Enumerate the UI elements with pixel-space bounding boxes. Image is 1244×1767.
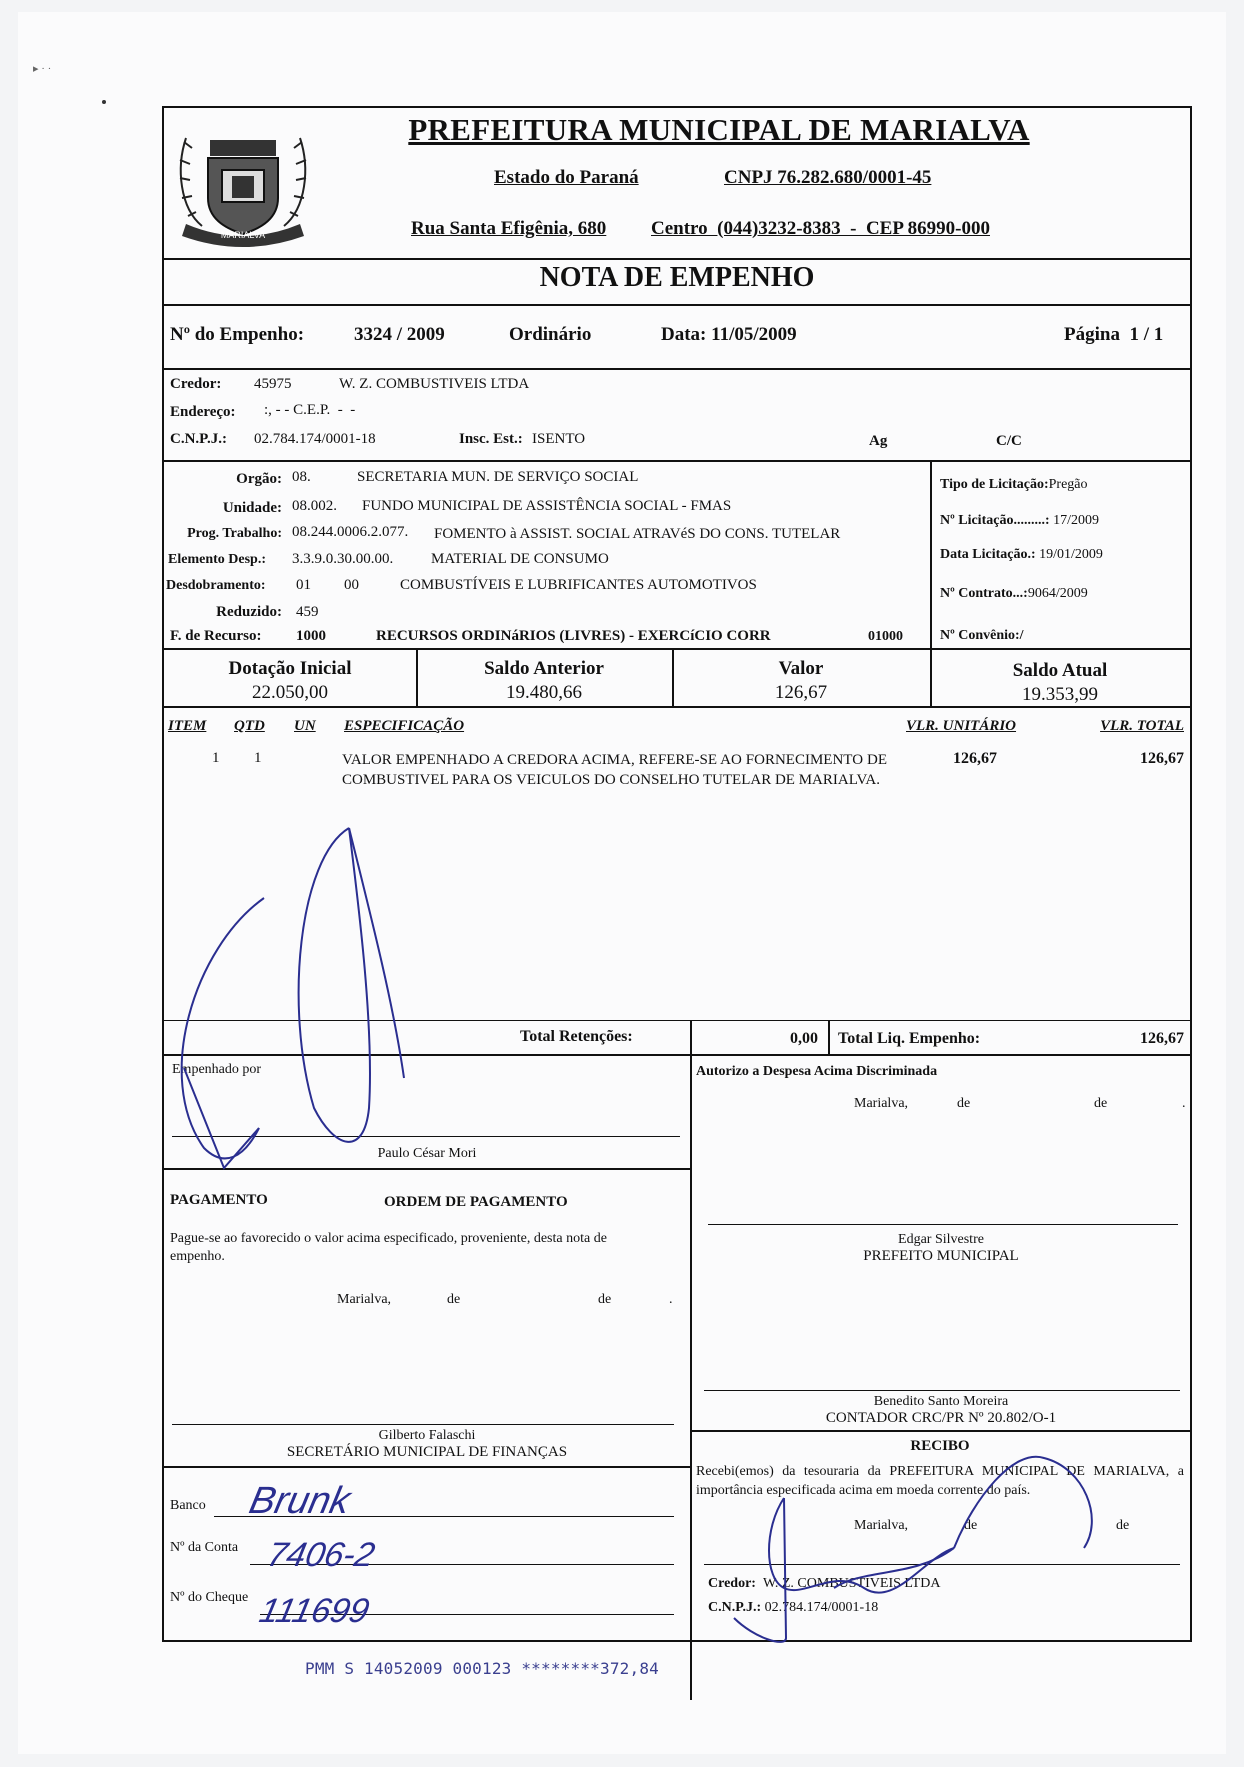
credor-code: 45975 xyxy=(254,376,292,392)
divider xyxy=(164,706,1190,708)
col-qtd: QTD xyxy=(234,718,265,734)
col-item: ITEM xyxy=(168,718,207,734)
prefeito-role: PREFEITO MUNICIPAL xyxy=(863,1248,1019,1264)
address-value: :, - - C.E.P. - - xyxy=(264,402,356,418)
divider xyxy=(164,1020,1190,1021)
recibo-place: Marialva, xyxy=(854,1518,909,1533)
street-address: Rua Santa Efigênia, 680 xyxy=(411,218,607,239)
desdobramento-a: 01 xyxy=(296,577,311,593)
prog-name: FOMENTO à ASSIST. SOCIAL ATRAVéS DO CONS. TUTELAR xyxy=(434,526,841,542)
divider xyxy=(828,1020,830,1054)
signature-line xyxy=(172,1424,674,1425)
col-total-value: VLR. TOTAL xyxy=(1100,718,1184,734)
divider xyxy=(164,304,1190,306)
contador-name: Benedito Santo Moreira xyxy=(873,1394,1009,1409)
scan-mark: ▸ · · xyxy=(33,63,52,75)
banco-handwriting: Brunk xyxy=(245,1480,354,1522)
banco-label: Banco xyxy=(170,1498,206,1513)
licitacao-data: Data Licitação.: 19/01/2009 xyxy=(940,547,1103,562)
scan-dot xyxy=(102,100,106,104)
signature-line xyxy=(704,1564,1180,1565)
dotacao-value: 22.050,00 xyxy=(252,682,328,703)
pagamento-text: Pague-se ao favorecido o valor acima especificado, proveniente, desta nota de empenho. xyxy=(170,1231,607,1264)
empenho-date: Data: 11/05/2009 xyxy=(661,324,797,345)
secretario-role: SECRETÁRIO MUNICIPAL DE FINANÇAS xyxy=(286,1444,568,1460)
liquido-label: Total Liq. Empenho: xyxy=(838,1030,981,1047)
state-name: Estado do Paraná xyxy=(494,167,639,188)
insc-label: Insc. Est.: xyxy=(459,431,523,447)
saldo-atual-value: 19.353,99 xyxy=(1022,684,1098,705)
elemento-name: MATERIAL DE CONSUMO xyxy=(431,551,609,567)
page-number: Página 1 / 1 xyxy=(1064,324,1164,345)
signature-paulo xyxy=(164,748,524,1268)
divider xyxy=(164,460,1190,462)
desdobramento-b: 00 xyxy=(344,577,359,593)
valor-value: 126,67 xyxy=(774,682,828,703)
item-unit-value: 126,67 xyxy=(953,750,997,767)
empenho-number: 3324 / 2009 xyxy=(354,324,445,345)
orgao-name: SECRETARIA MUN. DE SERVIÇO SOCIAL xyxy=(357,469,639,485)
ordem-pagamento-label: ORDEM DE PAGAMENTO xyxy=(384,1194,568,1210)
recibo-cnpj: C.N.P.J.: 02.784.174/0001-18 xyxy=(708,1600,879,1615)
saldo-anterior-value: 19.480,66 xyxy=(506,682,582,703)
divider xyxy=(164,258,1190,260)
autorizo-de2: de xyxy=(1094,1096,1108,1111)
convenio-numero: Nº Convênio:/ xyxy=(940,628,1024,643)
empenhado-label: Empenhado por xyxy=(172,1062,262,1077)
signature-line xyxy=(708,1224,1178,1225)
retencoes-value: 0,00 xyxy=(790,1030,818,1047)
pagamento-de1: de xyxy=(447,1292,461,1307)
prefeitura-cnpj: CNPJ 76.282.680/0001-45 xyxy=(724,167,932,188)
unidade-label: Unidade: xyxy=(222,500,282,516)
secretario-name: Gilberto Falaschi xyxy=(378,1428,476,1443)
valor-label: Valor xyxy=(778,658,824,679)
fonte-code: 1000 xyxy=(296,628,326,644)
elemento-code: 3.3.9.0.30.00.00. xyxy=(292,551,394,567)
contact-info: Centro (044)3232-8383 - CEP 86990-000 xyxy=(651,218,990,239)
cc-label: C/C xyxy=(996,433,1022,449)
reduzido-label: Reduzido: xyxy=(216,604,282,620)
elemento-label: Elemento Desp.: xyxy=(168,552,266,567)
saldo-atual-label: Saldo Atual xyxy=(1012,660,1108,681)
pagamento-place: Marialva, xyxy=(337,1292,392,1307)
document-frame xyxy=(162,106,1192,1642)
item-total-value: 126,67 xyxy=(1140,750,1184,767)
fonte-name: RECURSOS ORDINáRIOS (LIVRES) - EXERCíCIO CORR xyxy=(376,628,771,644)
cheque-handwriting: 111699 xyxy=(256,1592,373,1630)
divider xyxy=(164,1168,690,1170)
ag-label: Ag xyxy=(869,433,888,449)
orgao-code: 08. xyxy=(292,469,311,485)
divider xyxy=(164,368,1190,370)
contrato-numero: Nº Contrato...:9064/2009 xyxy=(940,586,1088,601)
conta-label: Nº da Conta xyxy=(170,1540,239,1555)
divider xyxy=(690,1430,1190,1432)
reduzido-value: 459 xyxy=(296,604,319,620)
bank-stamp: PMM S 14052009 000123 ********372,84 xyxy=(305,1659,659,1678)
signature-line xyxy=(704,1390,1180,1391)
prog-code: 08.244.0006.2.077. xyxy=(292,524,409,540)
item-qtd: 1 xyxy=(254,750,262,766)
autorizo-place: Marialva, xyxy=(854,1096,909,1111)
licitacao-numero: Nº Licitação.........: 17/2009 xyxy=(940,513,1099,528)
desdobramento-label: Desdobramento: xyxy=(166,578,266,593)
insc-value: ISENTO xyxy=(532,431,586,447)
item-spec: VALOR EMPENHADO A CREDORA ACIMA, REFERE-SE AO FORNECIMENTO DE COMBUSTIVEL PARA OS VEICULOS DO CONSELHO TUTELAR DE MARIALVA. xyxy=(342,752,887,788)
autorizo-dot: . xyxy=(1182,1096,1186,1111)
recibo-credor: Credor: W. Z. COMBUSTIVEIS LTDA xyxy=(708,1576,941,1591)
address-label: Endereço: xyxy=(170,404,236,420)
col-unit-value: VLR. UNITÁRIO xyxy=(906,718,1017,734)
recibo-de2: de xyxy=(1116,1518,1130,1533)
desdobramento-name: COMBUSTÍVEIS E LUBRIFICANTES AUTOMOTIVOS xyxy=(400,577,757,593)
saldo-anterior-label: Saldo Anterior xyxy=(484,658,604,679)
divider xyxy=(164,1466,690,1468)
empenho-type: Ordinário xyxy=(509,324,592,345)
empenho-label: Nº do Empenho: xyxy=(170,324,305,345)
credor-cnpj-label: C.N.P.J.: xyxy=(170,431,227,447)
col-spec: ESPECIFICAÇÃO xyxy=(344,718,465,734)
recibo-text: Recebi(emos) da tesouraria da PREFEITURA MUNICIPAL DE MARIALVA, a importância especificada acima em moeda corrente do país. xyxy=(696,1464,1184,1498)
prefeito-name: Edgar Silvestre xyxy=(898,1232,984,1247)
fonte-label: F. de Recurso: xyxy=(170,628,262,644)
cheque-label: Nº do Cheque xyxy=(170,1590,249,1605)
credor-label: Credor: xyxy=(170,376,222,392)
conta-handwriting: 7406-2 xyxy=(264,1536,379,1574)
fonte-end: 01000 xyxy=(868,629,903,644)
item-number: 1 xyxy=(212,750,220,766)
pagamento-de2: de xyxy=(598,1292,612,1307)
divider xyxy=(164,1054,1190,1056)
autorizo-label: Autorizo a Despesa Acima Discriminada xyxy=(696,1064,938,1079)
col-un: UN xyxy=(294,718,316,734)
crest-text: MARIALVA xyxy=(220,230,266,240)
liquido-value: 126,67 xyxy=(1140,1030,1184,1047)
empenhado-name: Paulo César Mori xyxy=(377,1146,477,1161)
recibo-title: RECIBO xyxy=(910,1438,970,1454)
divider xyxy=(930,460,932,648)
document-page xyxy=(18,12,1226,1754)
divider xyxy=(164,648,1190,650)
credor-cnpj: 02.784.174/0001-18 xyxy=(254,431,376,447)
orgao-label: Orgão: xyxy=(236,471,282,487)
retencoes-label: Total Retenções: xyxy=(520,1028,633,1045)
credor-name: W. Z. COMBUSTIVEIS LTDA xyxy=(339,376,530,392)
dotacao-label: Dotação Inicial xyxy=(228,658,352,679)
autorizo-de1: de xyxy=(957,1096,971,1111)
recibo-de1: de xyxy=(964,1518,978,1533)
unidade-name: FUNDO MUNICIPAL DE ASSISTÊNCIA SOCIAL - FMAS xyxy=(362,498,732,514)
signature-line xyxy=(172,1136,680,1137)
divider xyxy=(690,1020,692,1700)
crest-icon xyxy=(172,118,314,248)
pagamento-label: PAGAMENTO xyxy=(170,1192,268,1208)
pagamento-dot: . xyxy=(669,1292,673,1307)
contador-role: CONTADOR CRC/PR Nº 20.802/O-1 xyxy=(825,1410,1057,1426)
page-title: PREFEITURA MUNICIPAL DE MARIALVA xyxy=(408,112,1030,147)
unidade-code: 08.002. xyxy=(292,498,337,514)
prog-label: Prog. Trabalho: xyxy=(187,526,282,541)
doc-title: NOTA DE EMPENHO xyxy=(539,262,815,293)
licitacao-tipo: Tipo de Licitação:Pregão xyxy=(940,477,1088,492)
